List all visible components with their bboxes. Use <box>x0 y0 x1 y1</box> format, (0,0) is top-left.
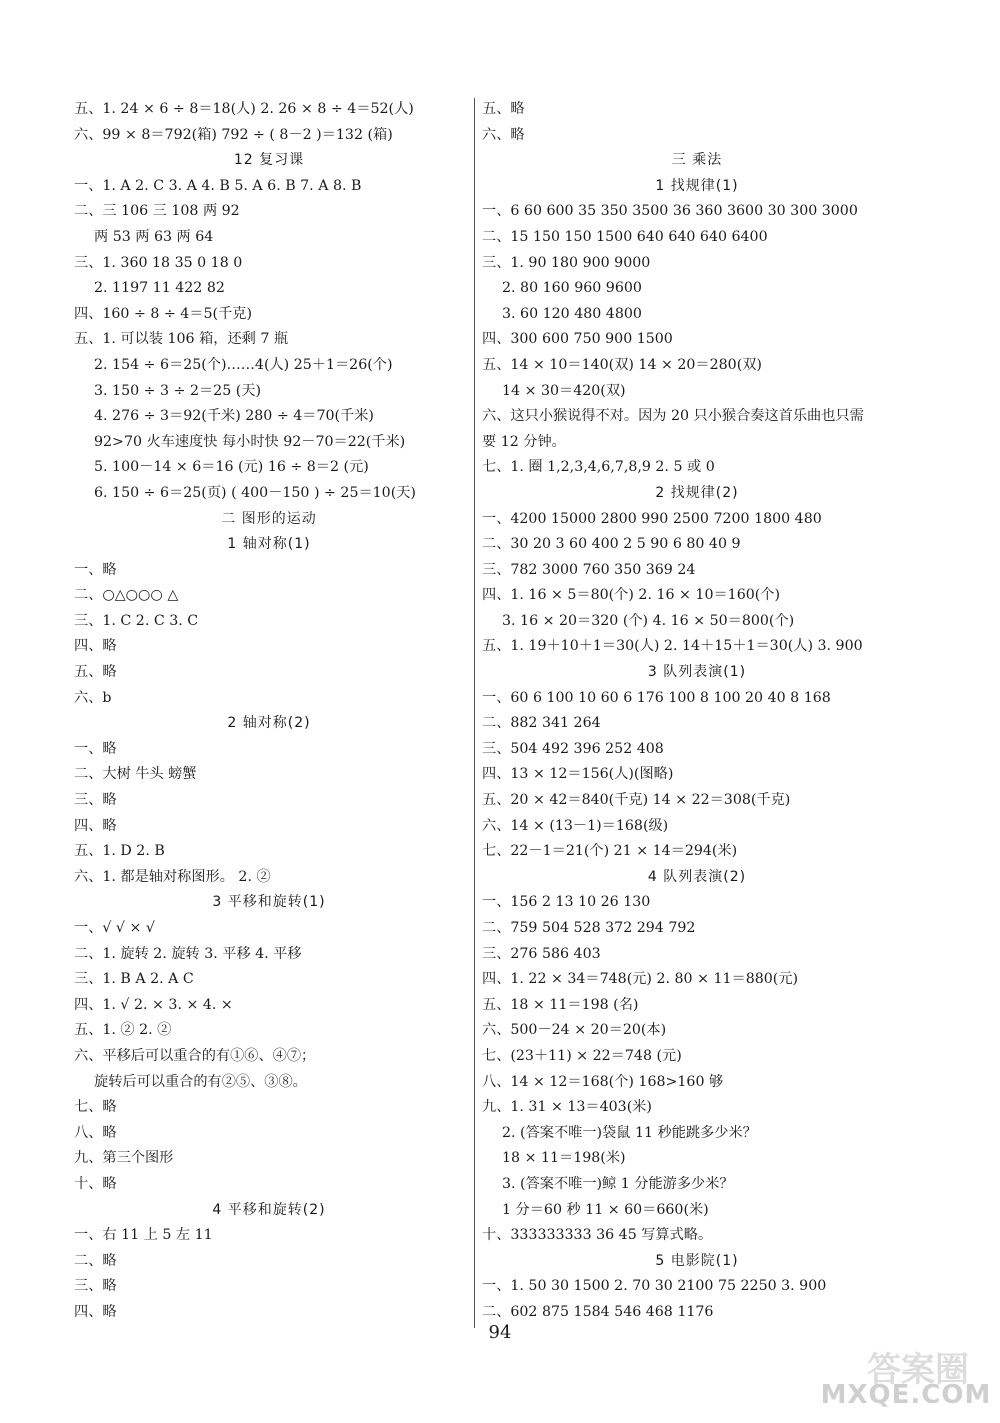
answer-line: 五、14 × 10＝140(双) 14 × 20＝280(双) <box>482 356 762 373</box>
right-column <box>482 97 912 1326</box>
answer-line: 五、1. 19＋10＋1＝30(人) 2. 14＋15＋1＝30(人) 3. 900 <box>482 638 863 655</box>
watermark-logo <box>818 1340 994 1416</box>
answer-line: 一、156 2 13 10 26 130 <box>482 894 651 911</box>
answer-line: 五、1. ② 2. ② <box>74 1022 172 1039</box>
answer-line: 四、160 ÷ 8 ÷ 4＝5(千克) <box>74 305 252 322</box>
answer-line: 1 分＝60 秒 11 × 60＝660(米) <box>502 1201 709 1218</box>
answer-line: 一、略 <box>74 740 117 757</box>
section-heading: 4 队列表演(2) <box>647 868 747 885</box>
answer-line: 七、22－1＝21(个) 21 × 14＝294(米) <box>482 843 738 860</box>
answer-line: 五、略 <box>482 101 525 117</box>
answer-line: 七、(23＋11) × 22＝748 (元) <box>482 1047 682 1064</box>
answer-line: 七、略 <box>74 1099 117 1116</box>
answer-line: 四、1. √ 2. × 3. × 4. × <box>74 996 233 1013</box>
answer-line: 2. 80 160 960 9600 <box>502 280 642 297</box>
answer-line: 二、759 504 528 372 294 792 <box>482 920 696 936</box>
answer-line: 一、60 6 100 10 60 6 176 100 8 100 20 40 8 168 <box>482 689 831 706</box>
answer-line: 四、略 <box>74 638 117 655</box>
answer-line: 三、276 586 403 <box>482 945 601 962</box>
answer-line: 五、20 × 42＝840(千克) 14 × 22＝308(千克) <box>482 792 791 809</box>
answer-line: 二、三 106 三 108 两 92 <box>74 203 240 220</box>
watermark-url-text: MXQE.COM <box>820 1380 992 1410</box>
answer-line: 三、504 492 396 252 408 <box>482 740 664 757</box>
answer-line: 五、略 <box>74 664 117 681</box>
section-heading: 二 图形的运动 <box>221 510 317 527</box>
watermark-top-text: 答案圈 <box>867 1350 969 1390</box>
answer-line: 一、6 60 600 35 350 3500 36 360 3600 30 300 3000 <box>482 203 858 220</box>
answer-line: 二、略 <box>74 1252 117 1269</box>
answer-line: 三、1. B A 2. A C <box>74 971 194 988</box>
answer-line: 五、1. 可以装 106 箱，还剩 7 瓶 <box>74 331 289 348</box>
answer-line: 3. 150 ÷ 3 ÷ 2＝25 (天) <box>94 382 262 399</box>
answer-line: 四、略 <box>74 1303 117 1320</box>
answer-line: 2. 1197 11 422 82 <box>94 280 225 297</box>
answer-line: 十、333333333 36 45 写算式略。 <box>482 1227 713 1244</box>
answer-line: 6. 150 ÷ 6＝25(页) ( 400－150 ) ÷ 25＝10(天) <box>94 484 416 501</box>
page-number: 94 <box>488 1322 512 1343</box>
answer-line: 四、13 × 12＝156(人)(图略) <box>482 766 674 783</box>
answer-line: 四、1. 22 × 34＝748(元) 2. 80 × 11＝880(元) <box>482 971 799 988</box>
section-heading: 1 找规律(1) <box>655 177 739 194</box>
section-heading: 12 复习课 <box>233 152 305 169</box>
answer-line: 二、602 875 1584 546 468 1176 <box>482 1303 714 1320</box>
answer-line: 要 12 分钟。 <box>482 433 566 450</box>
answer-line: 92>70 火车速度快 每小时快 92－70＝22(千米) <box>94 433 406 450</box>
section-heading: 3 平移和旋转(1) <box>212 894 326 911</box>
answer-line: 18 × 11＝198(米) <box>502 1150 626 1167</box>
answer-line: 一、4200 15000 2800 990 2500 7200 1800 480 <box>482 510 822 527</box>
answer-line: 六、这只小猴说得不对。因为 20 只小猴合奏这首乐曲也只需 <box>482 408 864 425</box>
answer-line: 八、14 × 12＝168(个) 168>160 够 <box>482 1073 724 1090</box>
answer-line: 三、1. C 2. C 3. C <box>74 612 199 629</box>
answer-line: 四、1. 16 × 5＝80(个) 2. 16 × 10＝160(个) <box>482 587 781 604</box>
answer-line: 3. 16 × 20＝320 (个) 4. 16 × 50＝800(个) <box>502 612 795 629</box>
answer-line: 一、右 11 上 5 左 11 <box>74 1227 213 1244</box>
answer-line: 九、第三个图形 <box>74 1150 174 1167</box>
answer-line: 2. 154 ÷ 6＝25(个)……4(人) 25＋1＝26(个) <box>94 356 393 373</box>
answer-line: 四、略 <box>74 817 117 834</box>
answer-line: 二、1. 旋转 2. 旋转 3. 平移 4. 平移 <box>74 945 302 962</box>
answer-line: 四、300 600 750 900 1500 <box>482 331 673 348</box>
answer-line: 三、1. 90 180 900 9000 <box>482 254 651 271</box>
answer-line: 二、30 20 3 60 400 2 5 90 6 80 40 9 <box>482 536 741 553</box>
answer-line: 14 × 30＝420(双) <box>502 382 626 399</box>
answer-line: 五、1. 24 × 6 ÷ 8＝18(人) 2. 26 × 8 ÷ 4＝52(人) <box>74 101 414 117</box>
answer-line: 一、√ √ × √ <box>74 920 155 936</box>
answer-line: 十、略 <box>74 1175 117 1192</box>
answer-line: 九、1. 31 × 13＝403(米) <box>482 1099 652 1116</box>
section-heading: 5 电影院(1) <box>655 1252 739 1269</box>
answer-line: 二、882 341 264 <box>482 715 601 732</box>
answer-line: 二、大树 牛头 螃蟹 <box>74 766 197 783</box>
left-column <box>74 97 464 1326</box>
answer-line: 5. 100－14 × 6＝16 (元) 16 ÷ 8＝2 (元) <box>94 459 369 476</box>
answer-line: 六、b <box>74 689 112 706</box>
answer-line: 三、1. 360 18 35 0 18 0 <box>74 254 243 271</box>
answer-line: 五、1. D 2. B <box>74 843 165 860</box>
answer-line: 一、略 <box>74 561 117 578</box>
section-heading: 三 乘法 <box>671 152 723 169</box>
answer-line: 六、略 <box>482 126 525 143</box>
answer-line: 一、1. 50 30 1500 2. 70 30 2100 75 2250 3. 900 <box>482 1278 827 1295</box>
answer-line: 旋转后可以重合的有②⑤、③⑧。 <box>94 1073 307 1090</box>
answer-line: 三、略 <box>74 792 117 809</box>
section-heading: 2 轴对称(2) <box>227 715 311 732</box>
answer-line: 4. 276 ÷ 3＝92(千米) 280 ÷ 4＝70(千米) <box>94 408 374 425</box>
section-heading: 1 轴对称(1) <box>227 536 311 553</box>
answer-line: 五、18 × 11＝198 (名) <box>482 996 639 1013</box>
answer-line: 三、782 3000 760 350 369 24 <box>482 561 696 578</box>
answer-line: 三、略 <box>74 1278 117 1295</box>
answer-line: 六、1. 都是轴对称图形。 2. ② <box>74 868 271 885</box>
answer-line: 两 53 两 63 两 64 <box>94 228 214 245</box>
section-heading: 4 平移和旋转(2) <box>212 1201 326 1218</box>
answer-line: 3. (答案不唯一)鲸 1 分能游多少米？ <box>502 1175 734 1192</box>
answer-line: 一、1. A 2. C 3. A 4. B 5. A 6. B 7. A 8. B <box>74 177 362 194</box>
answer-line: 六、14 × (13－1)＝168(级) <box>482 817 669 834</box>
answer-line: 二、15 150 150 1500 640 640 640 6400 <box>482 228 768 245</box>
answer-line: 2. (答案不唯一)袋鼠 11 秒能跳多少米？ <box>502 1124 757 1141</box>
answer-line: 八、略 <box>74 1124 117 1141</box>
section-heading: 3 队列表演(1) <box>647 664 747 681</box>
section-heading: 2 找规律(2) <box>655 484 739 501</box>
answer-line: 3. 60 120 480 4800 <box>502 305 642 322</box>
answer-line: 二、○△○○○ △ <box>74 587 179 604</box>
answer-line: 七、1. 圈 1,2,3,4,6,7,8,9 2. 5 或 0 <box>482 459 715 476</box>
answer-line: 六、99 × 8＝792(箱) 792 ÷ ( 8－2 )＝132 (箱) <box>74 126 393 143</box>
answer-line: 六、500－24 × 20＝20(本) <box>482 1022 667 1039</box>
column-divider <box>474 98 475 1328</box>
answer-line: 六、平移后可以重合的有①⑥、④⑦； <box>74 1047 316 1064</box>
